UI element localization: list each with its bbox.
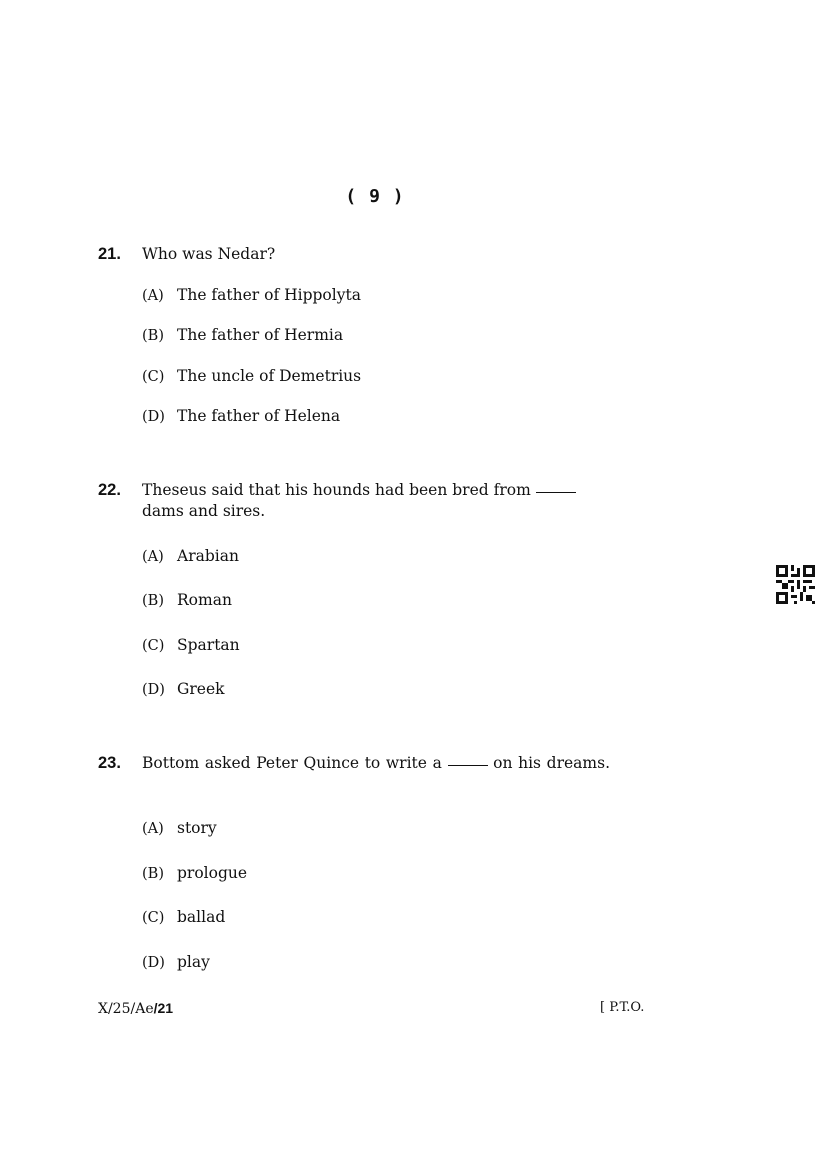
qr-code-icon [776,565,815,604]
question-21-option-d [142,407,340,425]
answer-blank [448,765,488,766]
question-22-text [142,480,610,522]
question-text-before-blank: Theseus said that his hounds had been bred from [142,481,531,499]
option-letter: (B) [142,328,164,344]
question-23-option-c [142,908,225,926]
question-23-option-d [142,953,210,971]
question-22-option-b [142,591,232,609]
option-text: Spartan [177,636,240,654]
option-letter: (C) [142,638,165,654]
question-22-option-a [142,547,239,565]
question-23-number: 23. [98,754,121,772]
option-letter: (C) [142,910,165,926]
question-21-number: 21. [98,245,121,263]
question-21-option-a [142,286,361,304]
option-text: The father of Helena [177,407,341,425]
question-21-option-c [142,367,361,385]
question-text-before-blank: Bottom asked Peter Quince to write a [142,754,442,772]
question-21-option-b [142,326,343,344]
option-letter: (D) [142,682,165,698]
question-text-after-blank: dams and sires. [142,502,266,520]
question-23-text [142,753,610,774]
option-text: The father of Hippolyta [177,286,361,304]
option-letter: (C) [142,369,165,385]
option-letter: (D) [142,955,165,971]
option-letter: (A) [142,549,164,565]
footer-code-prefix: X/25/Ae [98,1001,154,1017]
question-21-text: Who was Nedar? [142,245,276,263]
option-text: The father of Hermia [177,326,344,344]
question-23-option-b [142,864,247,882]
page-number: ( 9 ) [345,186,405,207]
option-text: ballad [177,908,226,926]
question-23-option-a [142,819,217,837]
option-text: story [177,819,217,837]
footer-paper-code [98,1000,173,1017]
question-22-option-c [142,636,240,654]
option-text: play [177,953,210,971]
option-letter: (B) [142,866,164,882]
question-22-option-d [142,680,225,698]
option-letter: (A) [142,821,164,837]
option-letter: (D) [142,409,165,425]
question-22-number: 22. [98,481,121,499]
option-text: Roman [177,591,232,609]
option-letter: (B) [142,593,164,609]
answer-blank [536,492,576,493]
option-text: prologue [177,864,248,882]
option-text: Arabian [177,547,239,565]
footer-code-suffix: /21 [153,1000,174,1016]
option-text: The uncle of Demetrius [177,367,362,385]
question-text-after-blank: on his dreams. [493,754,610,772]
option-text: Greek [177,680,225,698]
qr-code-graphic [776,565,815,604]
option-letter: (A) [142,288,164,304]
footer-pto: [ P.T.O. [600,1000,645,1015]
